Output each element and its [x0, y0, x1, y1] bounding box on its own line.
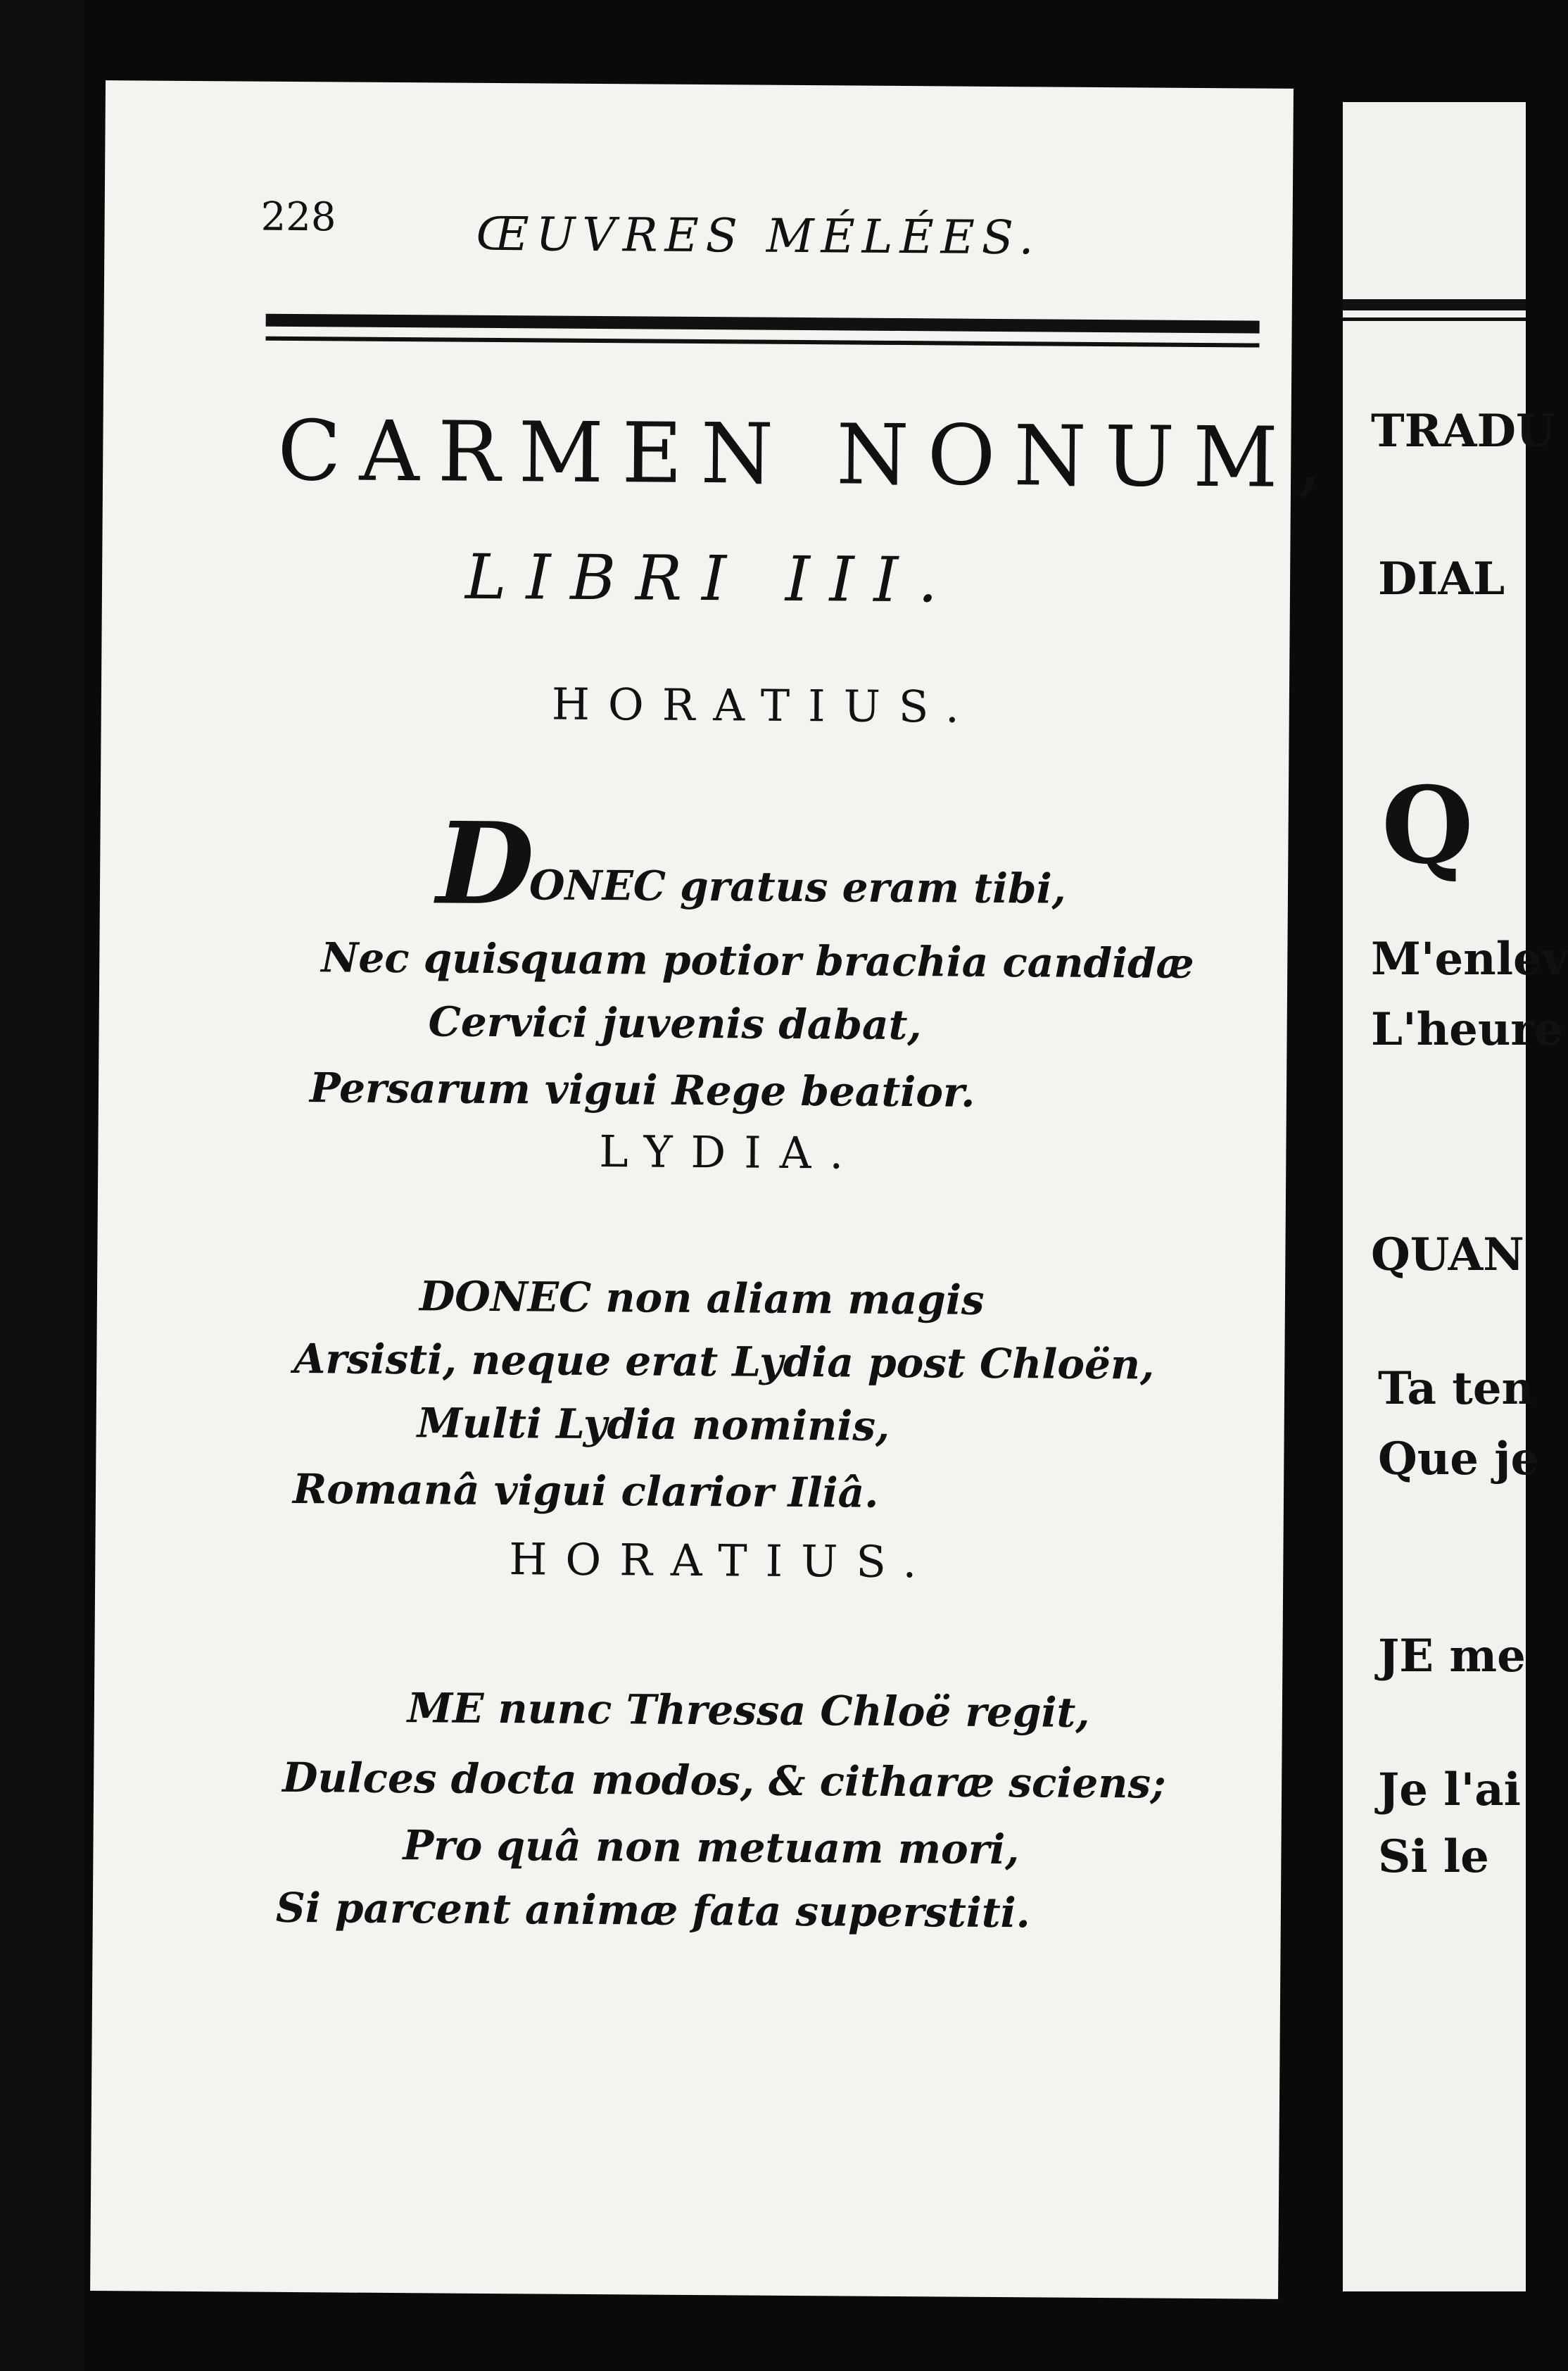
verse-line: Persarum vigui Rege beatior.: [309, 1064, 975, 1117]
fragment-drop-cap: Q: [1382, 764, 1474, 888]
fragment-text: Si le: [1378, 1830, 1489, 1883]
speaker-heading: LYDIA.: [599, 1126, 862, 1179]
left-page: [90, 80, 1341, 2299]
fragment-text: DIAL: [1378, 553, 1505, 605]
verse-line: Cervici juvenis dabat,: [428, 998, 922, 1050]
speaker-heading: HORATIUS.: [551, 678, 978, 733]
fragment-text: L'heure: [1371, 1003, 1563, 1056]
header-rule-thick: [266, 314, 1260, 334]
page-number: 228: [260, 194, 336, 241]
verse-line: ONEC gratus eram tibi,: [529, 861, 1067, 913]
fragment-text: JE me: [1378, 1630, 1526, 1683]
verse-line: Dulces docta modos, & citharæ sciens;: [282, 1753, 1166, 1808]
verse-line: DONEC non aliam magis: [419, 1272, 985, 1324]
header-rule-thick: [1343, 299, 1526, 310]
verse-line: ME nunc Thressa Chloë regit,: [407, 1684, 1090, 1737]
verse-line: Multi Lydia nominis,: [417, 1399, 890, 1450]
fragment-text: TRADU: [1371, 405, 1555, 458]
header-rule-thin: [1343, 317, 1526, 321]
verse-line: Romanâ vigui clarior Iliâ.: [292, 1465, 879, 1517]
book-gutter: [0, 0, 84, 2371]
poem-title: CARMEN NONUM,: [277, 401, 1341, 507]
fragment-text: Je l'ai: [1378, 1763, 1521, 1816]
fragment-text: Que je: [1378, 1433, 1540, 1485]
fragment-text: QUAN: [1371, 1228, 1524, 1281]
verse-line: Pro quâ non metuam mori,: [403, 1821, 1020, 1874]
poem-subtitle: LIBRI III.: [464, 540, 958, 617]
verse-line: Nec quisquam potior brachia candidæ: [321, 933, 1194, 988]
drop-cap: D: [436, 797, 535, 931]
fragment-text: M'enlev: [1371, 933, 1568, 986]
running-head: ŒUVRES MÉLÉES.: [476, 206, 1041, 265]
header-rule-thin: [265, 337, 1259, 348]
right-page: [1343, 102, 1568, 2291]
verse-line: Arsisti, neque erat Lydia post Chloën,: [293, 1335, 1155, 1389]
fragment-text: Ta ten: [1378, 1362, 1535, 1415]
speaker-heading: HORATIUS.: [509, 1533, 935, 1588]
verse-line: Si parcent animæ fata superstiti.: [275, 1883, 1031, 1937]
